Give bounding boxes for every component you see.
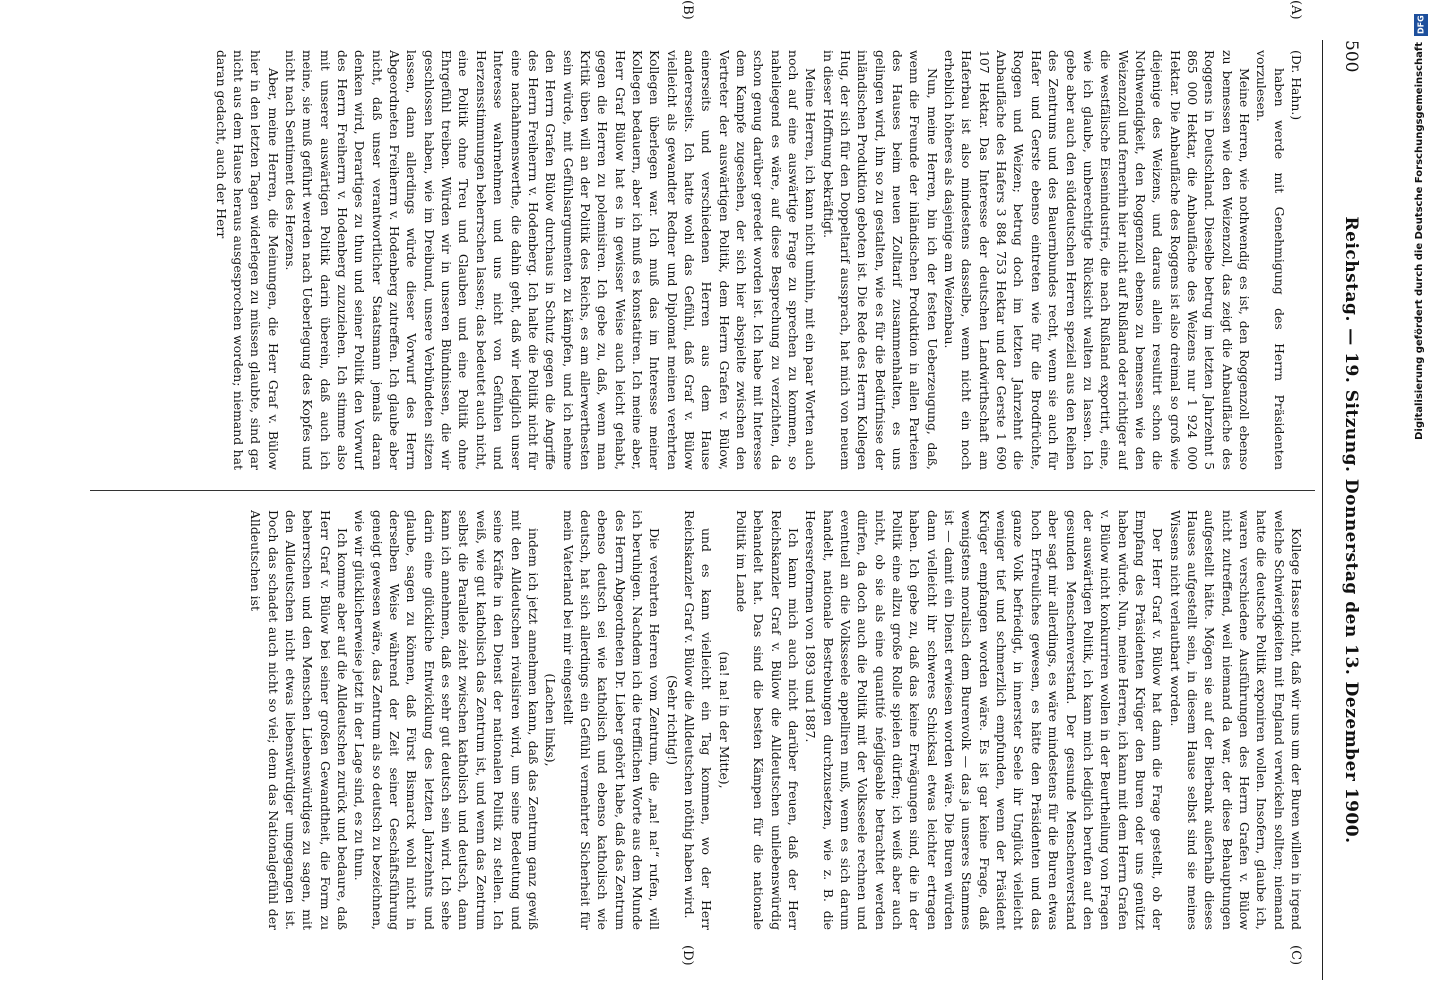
- paragraph: Meine Herren, wie nothwendig es ist, den Roggenzoll ebenso zu bemessen wie den Weizenzoll, das zeigt die Anbaufläche des Roggens in Deutschland. Dieselbe betrug im letzten Jahrzehnt 5 865 000 Hektar, die Anbaufläche des Weizens nur 1 924 000 Hektar. Die Anbaufläche des Roggens ist also dreimal so groß wie diejenige des Weizens, und daraus allein resultirt schon die Nothwendigkeit, den Roggenzoll ebenso zu bemessen wie den Weizenzoll und fernerhin hier nicht auf Rußland oder richtiger auf die westfälische Eisenindustrie, die nach Rußland exportirt, eine, wie ich glaube, unberechtigte Rücksicht walten zu lassen. Ich gebe aber auch den süddeutschen Herren speziell aus den Reihen des Zentrums und des Bauernbundes recht, wenn sie auch für Hafer und Gerste ebenso eintreten wie für die Brodfrüchte, Roggen und Weizen; betrug doch im letzten Jahrzehnt die Anbaufläche des Hafers 3 884 753 Hektar und der Gerste 1 690 107 Hektar. Das Interesse der deutschen Landwirthschaft am Haferbau ist also mindestens dasselbe, wenn nicht ein noch erheblich höheres als dasjenige am Weizenbau.: [942, 50, 1252, 470]
- paragraph: Ich kann mich auch nicht darüber freuen, daß der Herr Reichskanzler Graf v. Bülow die Alldeutschen unliebenswürdig behandelt hat. Das sind die besten Kämpen für die nationale Politik im Lande: [734, 510, 802, 930]
- column-divider: [90, 490, 1315, 491]
- page-number: 500: [1341, 40, 1361, 73]
- paragraph: Ich komme aber auf die Alldeutschen zurück und bedaure, daß Herr Graf v. Bülow bei seiner großen Gewandtheit, die Form zu beherrschen und den Menschen Liebenswürdiges zu sagen, mit den Alldeutschen nicht etwas liebenswürdiger umgegangen ist. Doch das schadet auch nicht so viel; denn das Nationalgefühl der Alldeutschen ist: [248, 510, 351, 930]
- margin-marker-a: (A): [1288, 0, 1303, 20]
- margin-marker-d: (D): [680, 945, 695, 966]
- left-column: [90, 50, 1305, 470]
- speaker-label: (Dr. Hahn.): [1289, 50, 1304, 121]
- running-head: Reichstag. — 19. Sitzung. Donnerstag den 13. Dezember 1900.: [1341, 216, 1361, 844]
- dfg-logo: DFG: [1414, 14, 1428, 36]
- digitization-note: Digitalisierung gefördert durch die Deutsche Forschungsgemeinschaft: [1414, 42, 1425, 440]
- paragraph: Nun, meine Herren, bin ich der festen Ueberzeugung, daß, wenn die Freunde der inländischen Produktion in allen Parteien des Hauses beim neuen Zolltarif zusammenhalten, es uns gelingen wird, ihn so zu gestalten, wie es für die Bedürfnisse der inländischen Produktion geboten ist. Die Rede des Herrn Kollegen Hug, der sich für den Doppeltarif aussprach, hat mich von neuem in dieser Hoffnung bekräftigt.: [820, 50, 940, 470]
- paragraph: Kollege Hasse nicht, daß wir uns um der Buren willen in irgend welche Schwierigkeiten mit England verwickeln sollten; niemand hatte die deutsche Politik exponiren wollen. Insofern, glaube ich, waren verschiedene Ausführungen des Herrn Grafen v. Bülow nicht zutreffend, weil niemand da war, der diese Behauptungen aufgestellt hätte. Mögen sie auf der Bierbank außerhalb dieses Hauses aufgestellt sein, in diesem Hause selbst sind sie meines Wissens nicht verlautbart worden.: [1167, 510, 1304, 930]
- paragraph: und es kann vielleicht ein Tag kommen, wo der Herr Reichskanzler Graf v. Bülow die Alldeutschen nöthig haben wird.: [681, 510, 715, 930]
- right-column: [90, 510, 1305, 930]
- margin-marker-c: (C): [1288, 945, 1303, 966]
- digitization-strip: [1412, 10, 1432, 990]
- paragraph: Die verehrten Herren vom Zentrum, die „na! na!“ rufen, will ich beruhigen. Nachdem ich die trefflichen Worte aus dem Munde des Herrn Abgeordneten Dr. Lieber gehört habe, daß das Zentrum ebenso deutsch sei wie katholisch und ebenso katholisch wie deutsch, hat sich allerdings ein Gefühl vermehrter Sicherheit für mein Vaterland bei mir eingestellt: [560, 510, 663, 930]
- page-header: [1322, 40, 1375, 980]
- document-page: [80, 0, 1375, 980]
- margin-marker-b: (B): [680, 0, 695, 20]
- paragraph: haben werde mit Genehmigung des Herrn Präsidenten vorzulesen.: [1254, 50, 1287, 470]
- interjection: (Sehr richtig!): [664, 675, 680, 765]
- paragraph: indem ich jetzt annehmen kann, daß das Zentrum ganz gewiß mit den Alldeutschen rivalisiren wird, um seine Bedeutung und seine Kräfte in den Dienst der nationalen Politik zu stellen. Ich weiß, wie gut katholisch das Zentrum ist, und wenn das Zentrum selbst die Parallele zieht zwischen katholisch und deutsch, dann kann ich annehmen, daß es sehr gut deutsch sein wird. Ich sehe darin eine glückliche Entwicklung des letzten Jahrzehnts und glaube, sagen zu können, daß Fürst Bismarck wohl nicht in derselben Weise während der Zeit seiner Geschäftsführung geneigt gewesen wäre, das Zentrum als so deutsch zu bezeichnen, wie wir glücklicherweise jetzt in der Lage sind, es zu thun.: [352, 510, 541, 930]
- interjection: (na! na! in der Mitte),: [716, 651, 732, 789]
- interjection: (Lachen links),: [543, 673, 559, 767]
- paragraph: Der Herr Graf v. Bülow hat dann die Frage gestellt, ob der Empfang des Präsidenten Krüger den Buren oder uns genützt haben würde. Nun, meine Herren, ich kann mit dem Herrn Grafen v. Bülow nicht konkurriren wollen in der Beurtheilung von Fragen der auswärtigen Politik, ich kann mich lediglich berufen auf den gesunden Menschenverstand. Der gesunde Menschenverstand aber sagt mir allerdings, es wäre mindestens für die Buren etwas hoch Erfreuliches gewesen, es hätte den Präsidenten und das ganze Volk befriedigt, in innerster Seele ihr Unglück vielleicht weniger tief und schmerzlich empfunden, wenn der Präsident Krüger empfangen worden wäre. Es ist gar keine Frage, daß wenigstens moralisch dem Burenvolk — das ja unseres Stammes ist — damit ein Dienst erwiesen worden wäre. Die Buren würden dann vielleicht ihr schweres Schicksal etwas leichter ertragen haben. Ich gebe zu, daß das keine Erwägungen sind, die in der Politik eine allzu große Rolle spielen dürfen; ich weiß aber auch nicht, ob sie als eine quantité négligeable betrachtet werden dürfen, da doch auch die Politik mit der Volksseele rechnen und eventuell an die Volksseele appelliren muß, wenn es sich darum handelt, nationale Bestrebungen durchzusetzen, wie z. B. die Heeresreformen von 1893 und 1887.: [803, 510, 1166, 930]
- paragraph: Meine Herren, ich kann nicht umhin, mit ein paar Worten auch noch auf eine auswärtige Frage zu sprechen zu kommen, so naheliegend es wäre, auf diese Besprechung zu verzichten, da schon genug darüber geredet worden ist. Ich habe mit Interesse dem Kampfe zugesehen, der sich hier abspielte zwischen den Vertreter der auswärtigen Politik, dem Herrn Grafen v. Bülow, einerseits und verschiedenen Herren aus dem Hause andererseits. Ich hatte wohl das Gefühl, daß Graf v. Bülow vielleicht als gewandter Redner und Diplomat meinen verehrten Kollegen überlegen war. Ich muß das im Interesse meiner Kollegen bedauern, aber ich muß es konstatiren. Ich meine aber, Herr Graf Bülow hat es in gewisser Weise auch leicht gehabt, gegen die Herren zu polemisiren. Ich gebe zu, daß, wenn man Kritik üben will an der Politik des Reichs, es am allerwerthesten sein würde, mit Gefühlsargumenten zu kämpfen, und ich nehme den Herrn Grafen Bülow durchaus in Schutz gegen die Angriffe des Herrn Freiherrn v. Hodenberg. Ich halte die Politik nicht für eine nachahmenswerthe, die dahin geht, daß wir lediglich unser Interesse wahrnehmen und uns nicht von Gefühlen und Herzensstimmungen beherrschen lassen; das bedeutet auch nicht, eine Politik ohne Treu und Glauben und eine Politik ohne Ehrgefühl treiben. Würden wir in unseren Bündnissen, die wir geschlossen haben, wie im Dreibund, unsere Verbündeten sitzen lassen, dann allerdings würde dieser Vorwurf des Herrn Abgeordneten Freiherrn v. Hodenberg zutreffen. Ich glaube aber nicht, daß unser verantwortlicher Staatsmann jemals daran denken wird, Derartiges zu thun und seiner Politik den Vorwurf des Herrn Freiherrn v. Hodenberg zuzuziehen. Ich stimme also mit unserer auswärtigen Politik darin überein, daß auch ich meine, sie muß geführt werden nach Ueberlegung des Kopfes und nicht nach Sentiment des Herzens.: [283, 50, 819, 470]
- paragraph: Aber, meine Herren, die Meinungen, die Herr Graf v. Bülow hier in den letzten Tagen widerlegen zu müssen glaubte, sind gar nicht aus dem Hause heraus ausgesprochen worden; niemand hat daran gedacht, auch der Herr: [213, 50, 281, 470]
